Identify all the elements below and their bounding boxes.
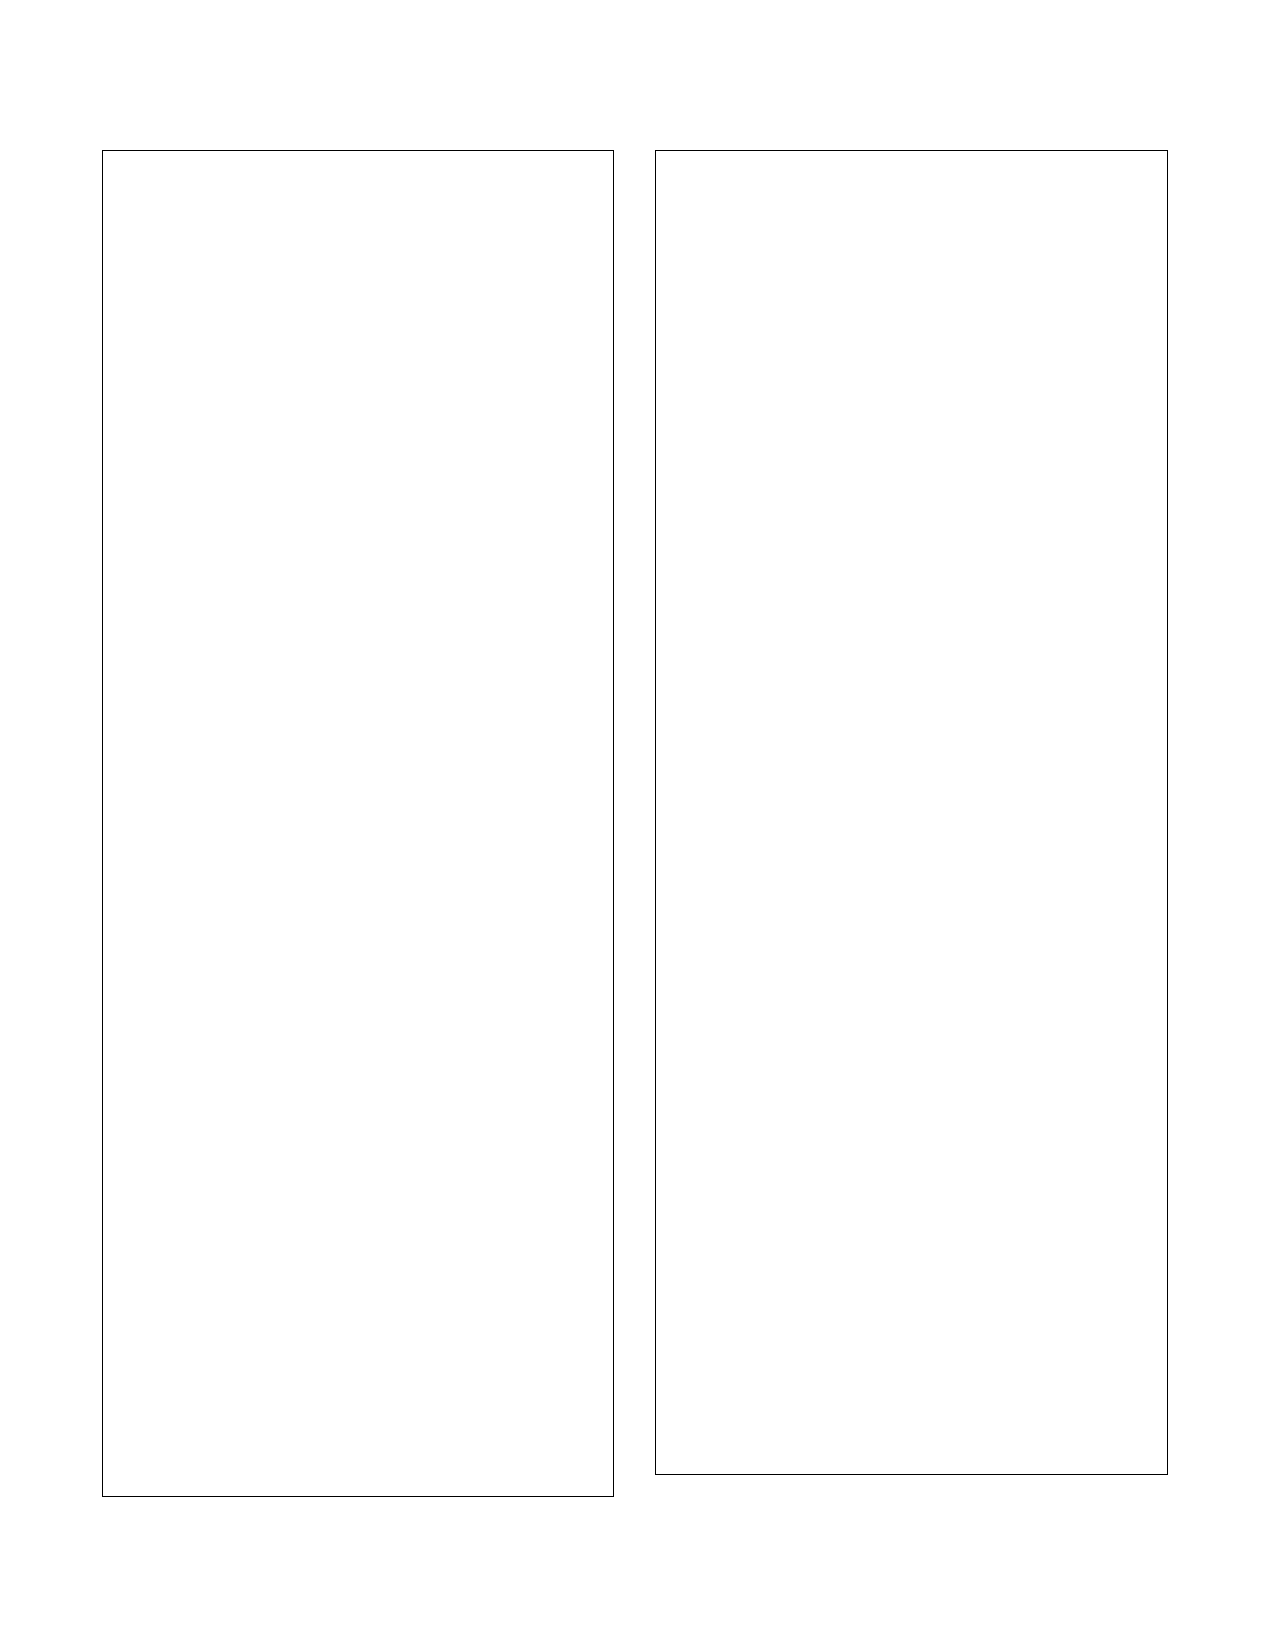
- watermark-subtext: [0, 600, 104, 660]
- right-column: [655, 150, 1168, 1475]
- watermark: [660, 1500, 764, 1560]
- watermark-subtext: [660, 1500, 764, 1560]
- watermark-subtext: [30, 1500, 134, 1560]
- watermark-text: [0, 600, 104, 660]
- watermark-subtext: [160, 60, 264, 120]
- watermark: [0, 600, 104, 660]
- watermark-text: [660, 1500, 764, 1560]
- watermark-text: [30, 1500, 134, 1560]
- watermark: [30, 1500, 134, 1560]
- left-column: [102, 150, 614, 1497]
- watermark-text: [160, 60, 264, 120]
- watermark: [160, 60, 264, 120]
